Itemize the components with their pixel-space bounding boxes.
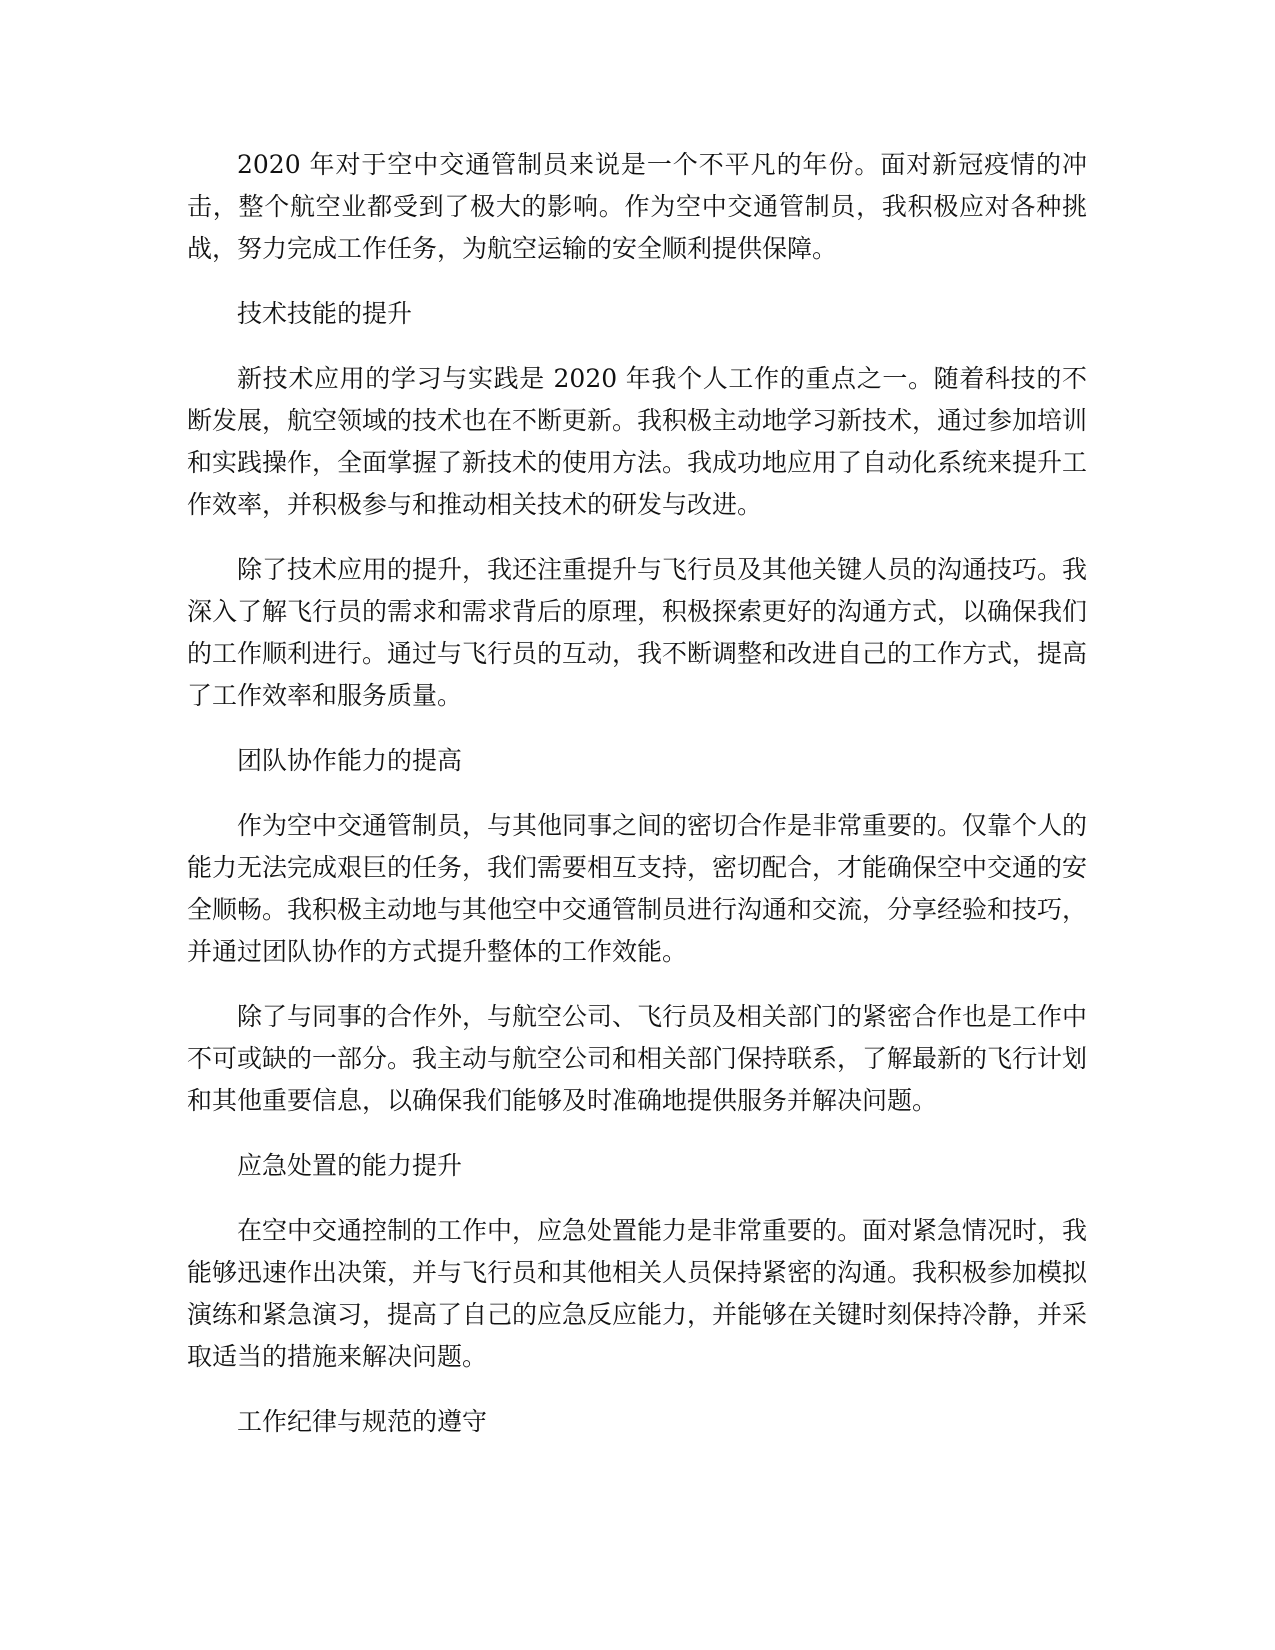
paragraph-communication-skills: 除了技术应用的提升，我还注重提升与飞行员及其他关键人员的沟通技巧。我深入了解飞行员的需求和需求背后的原理，积极探索更好的沟通方式，以确保我们的工作顺利进行。通过与飞行员的互动，我不断调整和改进自己的工作方式，提高了工作效率和服务质量。 (187, 555, 1088, 710)
section-heading-emergency-response: 应急处置的能力提升 (237, 1151, 463, 1180)
paragraph-intro: 2020 年对于空中交通管制员来说是一个不平凡的年份。面对新冠疫情的冲击，整个航空业都受到了极大的影响。作为空中交通管制员，我积极应对各种挑战，努力完成工作任务，为航空运输的安全顺利提供保障。 (187, 150, 1087, 263)
paragraph-new-technology: 新技术应用的学习与实践是 2020 年我个人工作的重点之一。随着科技的不断发展，航空领域的技术也在不断更新。我积极主动地学习新技术，通过参加培训和实践操作，全面掌握了新技术的使用方法。我成功地应用了自动化系统来提升工作效率，并积极参与和推动相关技术的研发与改进。 (187, 364, 1088, 519)
paragraph-external-cooperation: 除了与同事的合作外，与航空公司、飞行员及相关部门的紧密合作也是工作中不可或缺的一部分。我主动与航空公司和相关部门保持联系，了解最新的飞行计划和其他重要信息，以确保我们能够及时准确地提供服务并解决问题。 (187, 1002, 1088, 1115)
section-heading-teamwork: 团队协作能力的提高 (237, 746, 463, 775)
document-body (187, 144, 1087, 1466)
section-heading-technical-skills: 技术技能的提升 (237, 299, 413, 328)
paragraph-colleague-cooperation: 作为空中交通管制员，与其他同事之间的密切合作是非常重要的。仅靠个人的能力无法完成艰巨的任务，我们需要相互支持，密切配合，才能确保空中交通的安全顺畅。我积极主动地与其他空中交通管制员进行沟通和交流，分享经验和技巧，并通过团队协作的方式提升整体的工作效能。 (187, 811, 1088, 966)
paragraph-emergency-handling: 在空中交通控制的工作中，应急处置能力是非常重要的。面对紧急情况时，我能够迅速作出决策，并与飞行员和其他相关人员保持紧密的沟通。我积极参加模拟演练和紧急演习，提高了自己的应急反应能力，并能够在关键时刻保持冷静，并采取适当的措施来解决问题。 (187, 1216, 1088, 1371)
section-heading-work-discipline: 工作纪律与规范的遵守 (237, 1407, 488, 1436)
